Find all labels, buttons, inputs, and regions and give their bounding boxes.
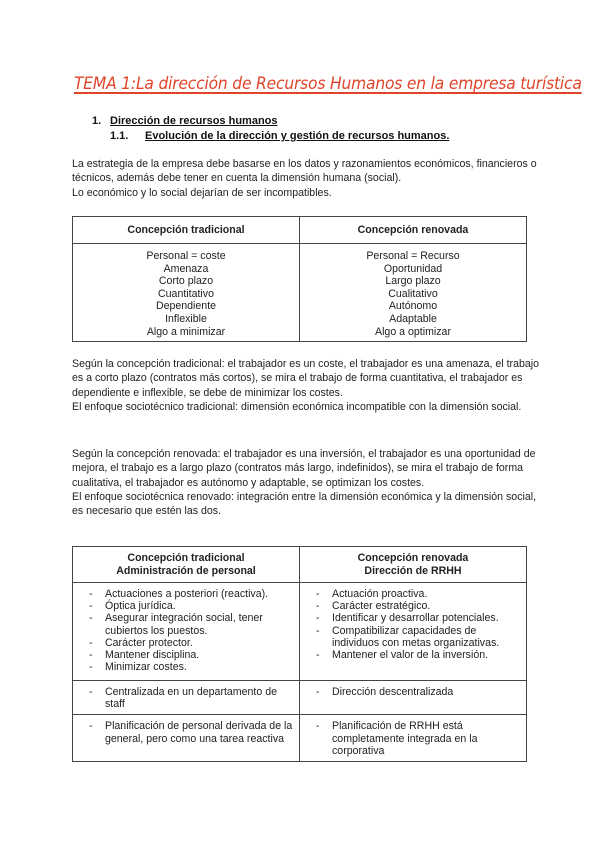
table-row [73, 583, 527, 681]
section-heading [92, 115, 278, 127]
renewed-cell [300, 583, 527, 681]
list-item: - Actuaciones a posteriori (reactiva). [81, 588, 293, 600]
traditional-cell [73, 244, 300, 342]
list-item: - Mantener el valor de la inversión. [308, 649, 520, 661]
table-row [73, 681, 527, 715]
renewed-item: Adaptable [389, 312, 437, 325]
renewed-item: Largo plazo [385, 275, 441, 288]
traditional-item: Inflexible [165, 312, 207, 325]
subsection-number: 1.1. [110, 130, 129, 142]
section-number: 1. [92, 115, 102, 127]
comparison-table-basic [72, 216, 527, 342]
list-item: - Identificar y desarrollar potenciales. [308, 612, 520, 624]
traditional-item: Corto plazo [158, 275, 214, 288]
renewed-item: Oportunidad [383, 262, 443, 275]
comparison-table-detailed [72, 546, 527, 762]
traditional-item: Algo a minimizar [146, 325, 226, 338]
paragraph-line: El enfoque sociotécnico tradicional: dimensión económica incompatible con la dimensión social. [72, 400, 522, 413]
intro-line: Lo económico y lo social dejarían de ser incompatibles. [72, 186, 332, 199]
renewed-item: Cualitativo [388, 287, 438, 300]
paragraph-line: Según la concepción renovada: el trabajador es una inversión, el trabajador es una oportunidad de mejora, el trabajo es a largo plazo (contratos más largo, indefinidos), se mira el trabajo de forma cualitativa, el trabajador es autónomo y adaptable, se optimizan los costes. [72, 448, 536, 489]
traditional-item: Amenaza [163, 262, 209, 275]
paragraph-line: Según la concepción tradicional: el trabajador es un coste, el trabajador es una amenaza, el trabajo es a corto plazo (contratos más cortos), se mira el trabajo de forma cuantitativa, el trabajador es dependiente e inflexible, se debe de minimizar los costes. [72, 358, 540, 399]
list-item: - Compatibilizar capacidades de individuos con metas organizativas. [308, 625, 520, 649]
header-traditional: Concepción tradicional [73, 217, 300, 244]
list-item: - Centralizada en un departamento de staff [81, 686, 293, 710]
list-item: - Óptica jurídica. [81, 600, 293, 612]
intro-line: La estrategia de la empresa debe basarse en los datos y razonamientos económicos, financieros o técnicos, además debe tener en cuenta la dimensión humana (social). [72, 158, 537, 185]
header-line: Concepción tradicional [127, 552, 245, 564]
list-item: - Dirección descentralizada [308, 686, 520, 698]
traditional-cell [73, 583, 300, 681]
list-item: - Asegurar integración social, tener cubiertos los puestos. [81, 612, 293, 636]
list-item: - Carácter estratégico. [308, 600, 520, 612]
traditional-cell [73, 681, 300, 715]
section-title: Dirección de recursos humanos [110, 115, 278, 127]
subsection-heading [110, 130, 449, 142]
renewed-cell [300, 244, 527, 342]
renewed-cell [300, 681, 527, 715]
traditional-item: Dependiente [155, 300, 217, 313]
list-item: - Planificación de personal derivada de la general, pero como una tarea reactiva [81, 720, 293, 744]
document-title: TEMA 1:La dirección de Recursos Humanos en la empresa turística [74, 74, 582, 93]
subsection-title: Evolución de la dirección y gestión de recursos humanos. [145, 130, 450, 142]
traditional-paragraph [72, 357, 542, 414]
renewed-item: Autónomo [388, 300, 438, 313]
renewed-paragraph [72, 447, 542, 518]
renewed-cell [300, 715, 527, 762]
header-traditional [73, 547, 300, 583]
paragraph-line: El enfoque sociotécnica renovado: integración entre la dimensión económica y la dimensión social, es necesario que estén las dos. [72, 490, 537, 518]
list-item: - Carácter protector. [81, 637, 293, 649]
header-renewed [300, 547, 527, 583]
list-item: - Actuación proactiva. [308, 588, 520, 600]
header-renewed: Concepción renovada [300, 217, 527, 244]
traditional-item: Cuantitativo [158, 287, 214, 300]
table-row [73, 715, 527, 762]
renewed-item: Personal = Recurso [366, 250, 460, 262]
list-item: - Planificación de RRHH está completamente integrada en la corporativa [308, 720, 520, 757]
renewed-item: Algo a optimizar [375, 325, 451, 338]
traditional-item: Personal = coste [146, 250, 226, 262]
traditional-cell [73, 715, 300, 762]
intro-paragraph [72, 157, 542, 200]
list-item: - Mantener disciplina. [81, 649, 293, 661]
header-line: Dirección de RRHH [364, 565, 462, 577]
header-line: Concepción renovada [357, 552, 469, 564]
header-line: Administración de personal [116, 565, 256, 577]
list-item: - Minimizar costes. [81, 661, 293, 673]
